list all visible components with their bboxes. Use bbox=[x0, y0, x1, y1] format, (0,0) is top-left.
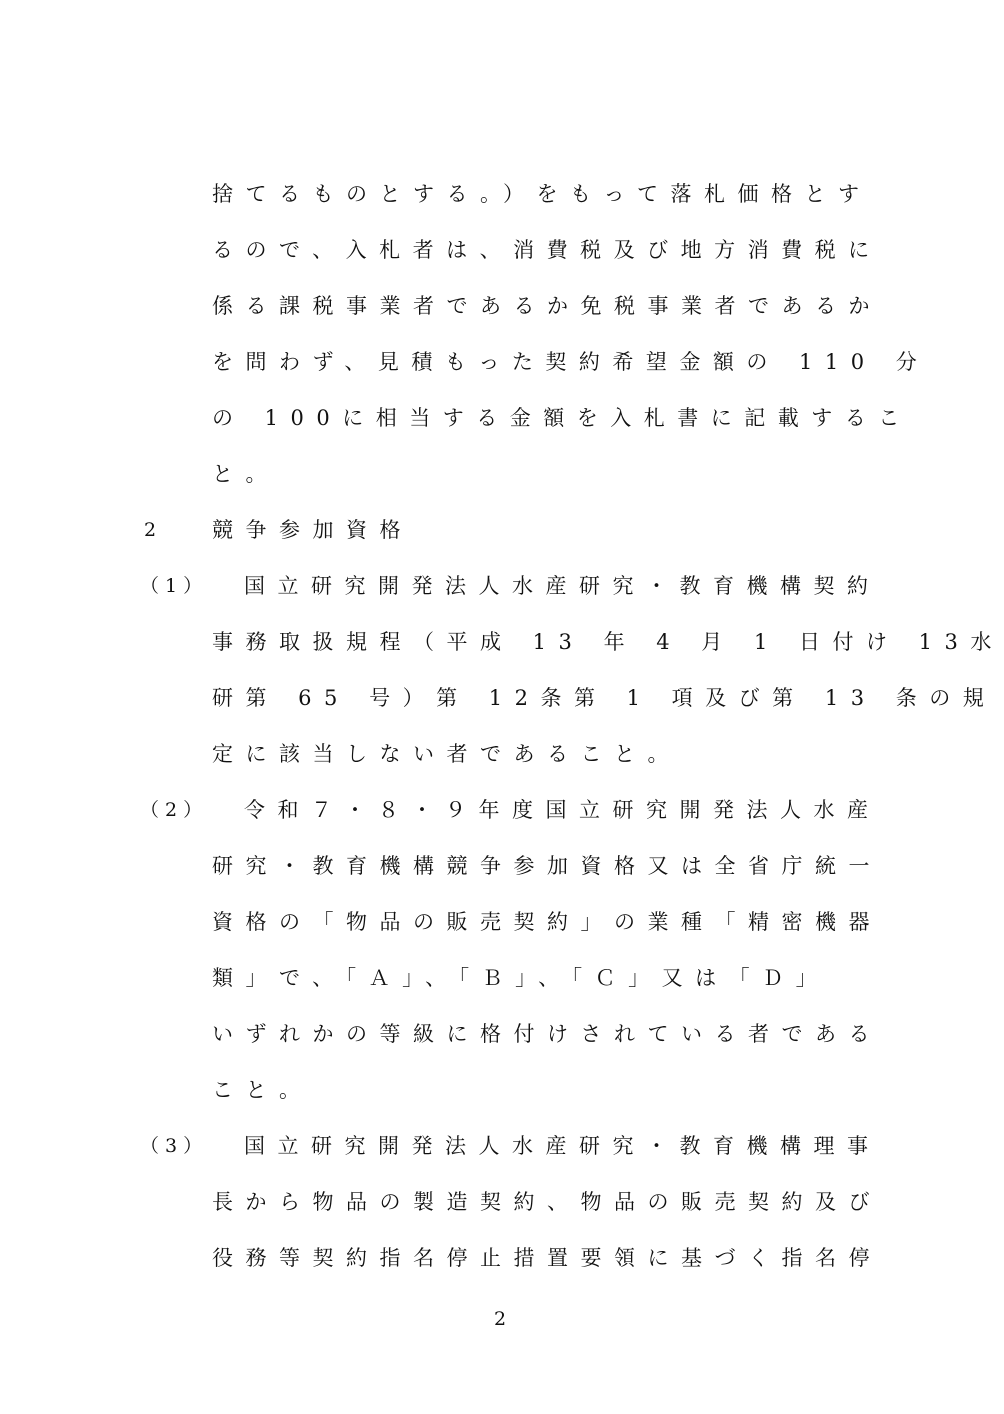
body-text-line: るので、入札者は、消費税及び地方消費税に bbox=[212, 238, 882, 262]
section-number: 2 bbox=[144, 519, 163, 541]
item-text-line: こと。 bbox=[212, 1078, 313, 1102]
item-marker: （3） bbox=[140, 1135, 209, 1157]
item-text-line: 役務等契約指名停止措置要領に基づく指名停 bbox=[212, 1246, 882, 1270]
body-text-line: の 100に相当する金額を入札書に記載するこ bbox=[212, 406, 912, 430]
item-text-line: 長から物品の製造契約、物品の販売契約及び bbox=[212, 1190, 882, 1214]
item-marker: （2） bbox=[140, 799, 209, 821]
item-text-line: 令和７・８・９年度国立研究開発法人水産 bbox=[244, 798, 881, 822]
body-text-line: 係る課税事業者であるか免税事業者であるか bbox=[212, 294, 882, 318]
item-text-line: 事務取扱規程（平成 13 年 4 月 1 日付け 13水 bbox=[212, 630, 1004, 654]
item-text-line: 国立研究開発法人水産研究・教育機構理事 bbox=[244, 1134, 881, 1158]
item-text-line: 国立研究開発法人水産研究・教育機構契約 bbox=[244, 574, 881, 598]
item-text-line: いずれかの等級に格付けされている者である bbox=[212, 1022, 882, 1046]
section-title: 競争参加資格 bbox=[212, 518, 413, 542]
item-text-line: 定に該当しない者であること。 bbox=[212, 742, 681, 766]
item-text-line: 研究・教育機構競争参加資格又は全省庁統一 bbox=[212, 854, 882, 878]
body-text-line: と。 bbox=[212, 462, 279, 486]
body-text-line: を問わず、見積もった契約希望金額の 110 分 bbox=[212, 350, 930, 374]
item-text-line: 研第 65 号）第 12条第 1 項及び第 13 条の規 bbox=[212, 686, 997, 710]
page-number: 2 bbox=[493, 1308, 507, 1330]
item-text-line: 資格の「物品の販売契約」の業種「精密機器 bbox=[212, 910, 882, 934]
item-marker: （1） bbox=[140, 575, 209, 597]
item-text-line: 類」で、「Ａ」、「Ｂ」、「Ｃ」又は「Ｄ」 bbox=[212, 966, 830, 990]
body-text-line: 捨てるものとする。）をもって落札価格とす bbox=[212, 182, 872, 206]
